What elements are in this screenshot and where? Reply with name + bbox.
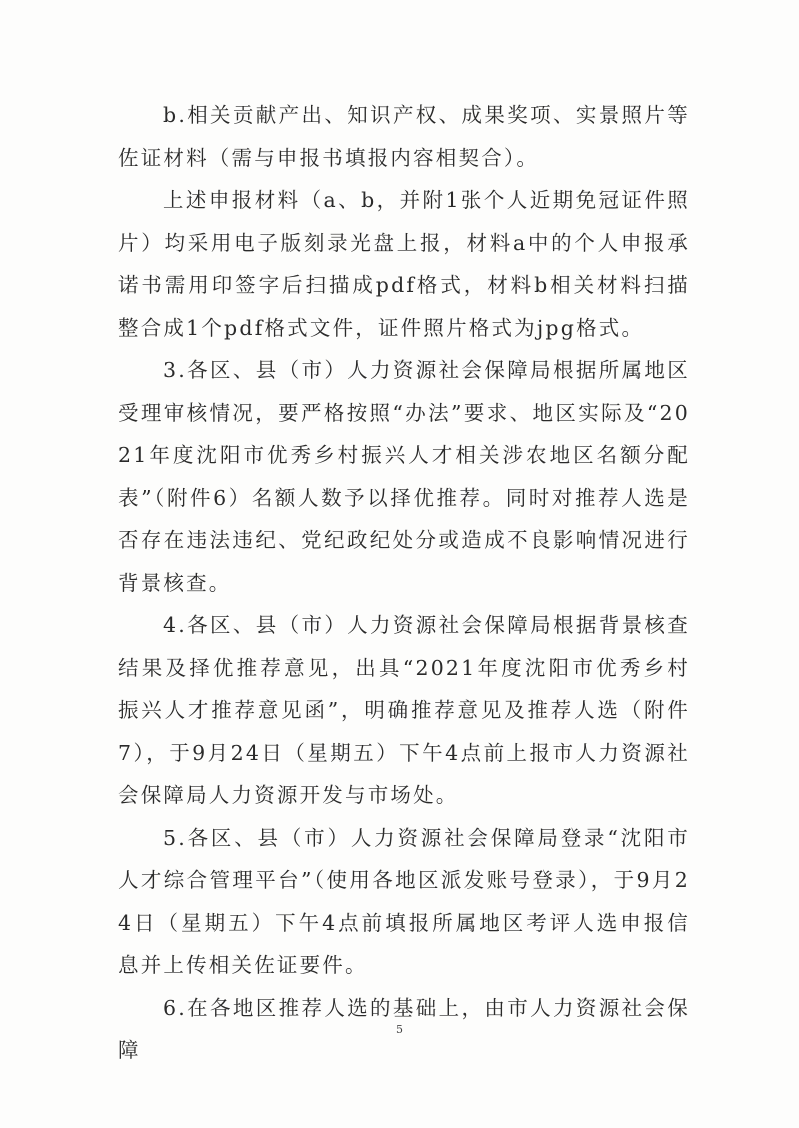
page-number: 5 [396,1023,403,1036]
document-body [118,94,690,1072]
paragraph-item-6-partial: 6.在各地区推荐人选的基础上，由市人力资源社会保障 [118,995,690,1062]
paragraph-supporting-materials: b.相关贡献产出、知识产权、成果奖项、实景照片等佐证材料（需与申报书填报内容相契合）。 [118,103,690,170]
paragraph-submission-format: 上述申报材料（a、b，并附1张个人近期免冠证件照片）均采用电子版刻录光盘上报，材料a中的个人申报承诺书需用印签字后扫描成pdf格式，材料b相关材料扫描整合成1个pdf格式文件，证件照片格式为jpg格式。 [118,188,690,340]
paragraph-item-4-recommendation: 4.各区、县（市）人力资源社会保障局根据背景核查结果及择优推荐意见，出具“2021年度沈阳市优秀乡村振兴人才推荐意见函”，明确推荐意见及推荐人选（附件7），于9月24日（星期五）下午4点前上报市人力资源社会保障局人力资源开发与市场处。 [118,613,690,807]
paragraph-item-3-review: 3.各区、县（市）人力资源社会保障局根据所属地区受理审核情况，要严格按照“办法”要求、地区实际及“2021年度沈阳市优秀乡村振兴人才相关涉农地区名额分配表”（附件6）名额人数予以择优推荐。同时对推荐人选是否存在违法违纪、党纪政纪处分或造成不良影响情况进行背景核查。 [118,358,690,595]
paragraph-item-5-platform: 5.各区、县（市）人力资源社会保障局登录“沈阳市人才综合管理平台”（使用各地区派发账号登录），于9月24日（星期五）下午4点前填报所属地区考评人选申报信息并上传相关佐证要件。 [118,825,690,977]
